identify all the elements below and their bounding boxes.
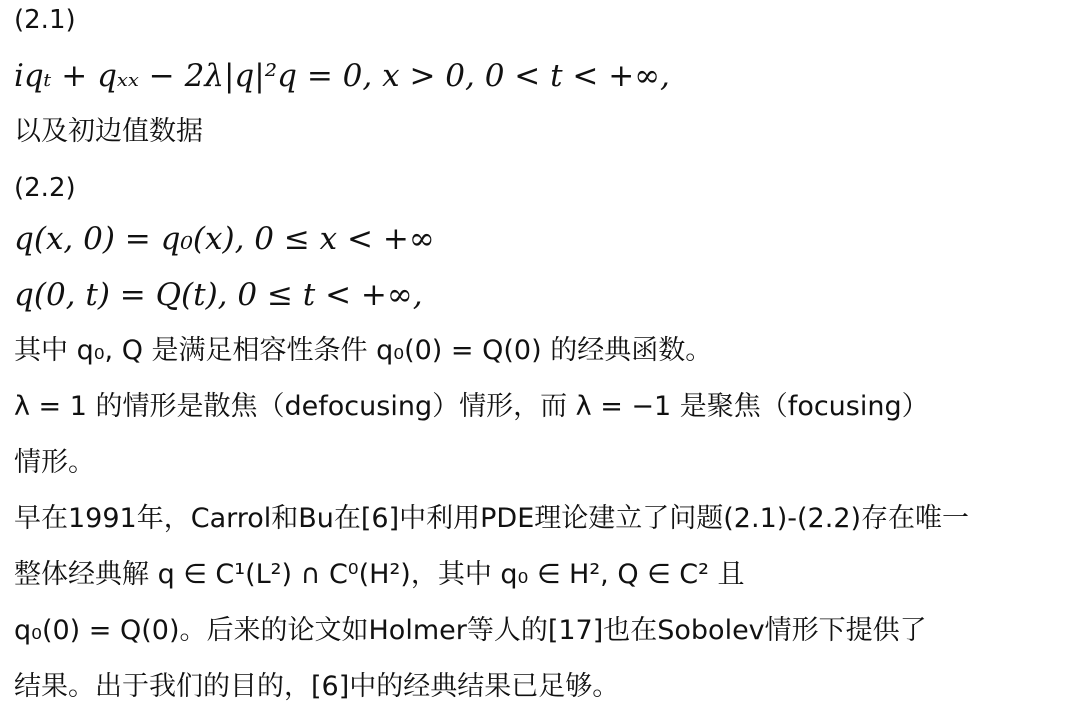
paragraph-history-line-3: q₀(0) = Q(0)。后来的论文如Holmer等人的[17]也在Sobolev情形下提供了 [14,615,927,646]
intro-text: 以及初边值数据 [14,116,203,147]
equation-label-2-2: (2.2) [14,173,76,203]
equation-2-2-line-1: q(x, 0) = q₀(x), 0 ≤ x < +∞ [14,221,435,257]
equation-2-2-line-2: q(0, t) = Q(t), 0 ≤ t < +∞, [14,277,423,313]
paragraph-history-line-1: 早在1991年，Carrol和Bu在[6]中利用PDE理论建立了问题(2.1)-(2.2)存在唯一 [14,503,970,534]
paragraph-cases-line-1: λ = 1 的情形是散焦（defocusing）情形，而 λ = −1 是聚焦（focusing） [14,391,929,422]
paragraph-history-line-4: 结果。出于我们的目的，[6]中的经典结果已足够。 [14,671,620,702]
paragraph-compatibility: 其中 q₀, Q 是满足相容性条件 q₀(0) = Q(0) 的经典函数。 [14,335,713,366]
paragraph-cases-line-2: 情形。 [14,447,95,478]
paragraph-history-line-2: 整体经典解 q ∈ C¹(L²) ∩ C⁰(H²)，其中 q₀ ∈ H², Q ∈ C² 且 [14,559,745,590]
equation-label-2-1: (2.1) [14,5,76,35]
equation-2-1: iqₜ + qₓₓ − 2λ|q|²q = 0, x > 0, 0 < t < +∞, [14,58,670,94]
